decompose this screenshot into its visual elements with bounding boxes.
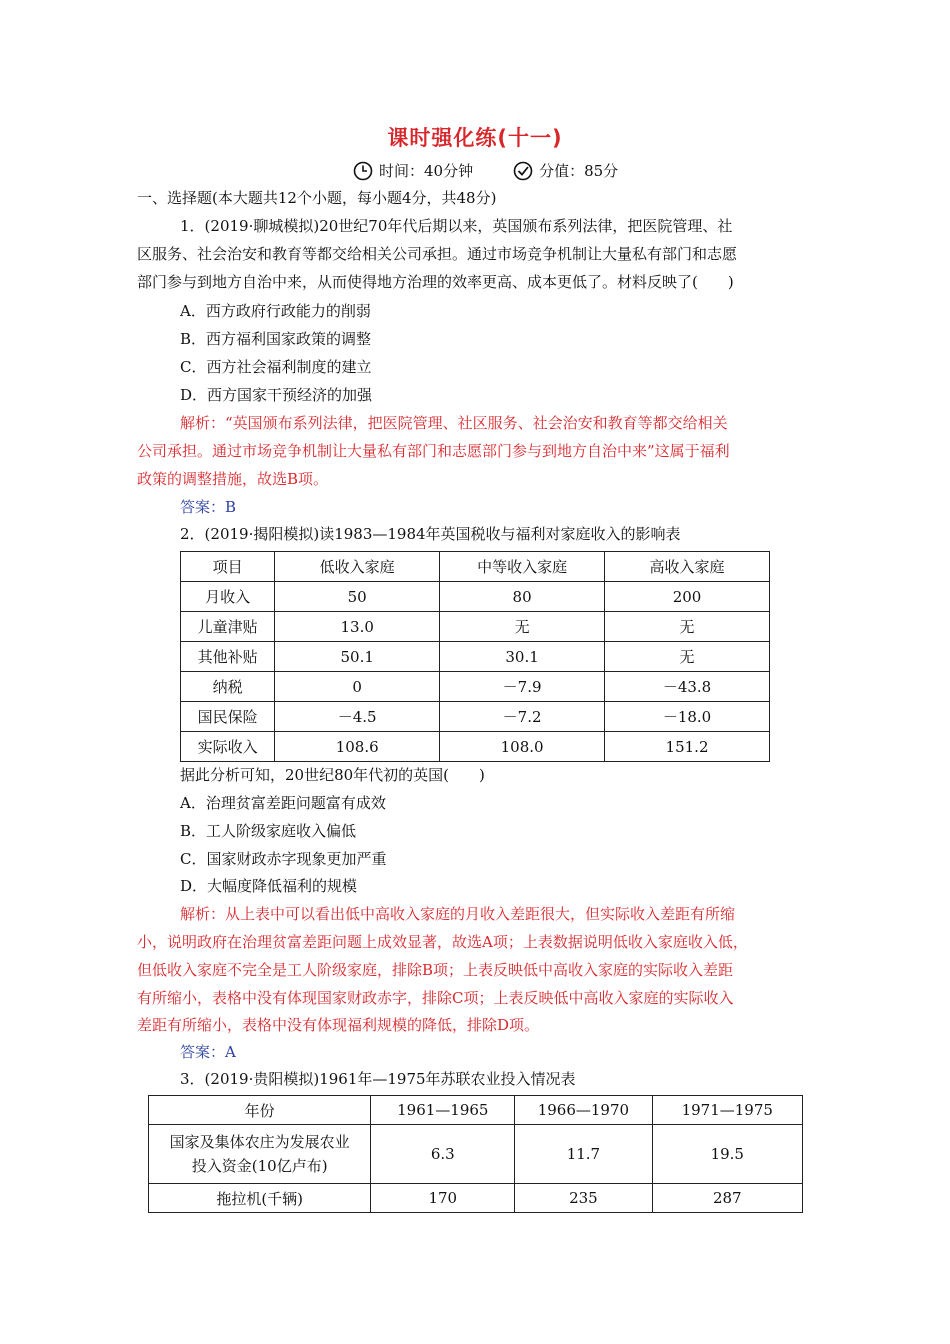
q2-analysis-line: 有所缩小，表格中没有体现国家财政赤字，排除C项；上表反映低中高收入家庭的实际收入 (137, 989, 734, 1007)
table-header-cell: 低收入家庭 (275, 552, 440, 582)
q2-answer: 答案：A (180, 1043, 236, 1061)
q3-stem: 3．(2019·贵阳模拟)1961年—1975年苏联农业投入情况表 (180, 1070, 576, 1088)
table-cell: 6.3 (371, 1125, 515, 1184)
q1-stem-line: 部门参与到地方自治中来，从而使得地方治理的效率更高、成本更低了。材料反映了( ) (137, 273, 734, 291)
table-cell: 108.6 (275, 732, 440, 762)
table-cell: 无 (605, 642, 770, 672)
q2-table (180, 551, 770, 762)
check-circle-icon (513, 161, 533, 181)
table-header-cell: 年份 (149, 1096, 371, 1125)
q2-option-b: B．工人阶级家庭收入偏低 (180, 822, 357, 840)
q2-analysis-line: 小，说明政府在治理贫富差距问题上成效显著，故选A项；上表数据说明低收入家庭收入低， (137, 933, 748, 951)
q2-option-c: C．国家财政赤字现象更加严重 (180, 850, 387, 868)
table-row (181, 612, 770, 642)
table-header-cell: 1971—1975 (652, 1096, 802, 1125)
score-label: 分值：85分 (539, 162, 619, 180)
table-header-row (181, 552, 770, 582)
table-row (149, 1125, 803, 1184)
table-cell: 实际收入 (181, 732, 275, 762)
table-cell: 30.1 (440, 642, 605, 672)
q2-question: 据此分析可知，20世纪80年代初的英国( ) (180, 766, 485, 784)
q1-analysis-line: 政策的调整措施，故选B项。 (137, 470, 329, 488)
table-cell: 13.0 (275, 612, 440, 642)
q1-analysis-line: 解析：“英国颁布系列法律，把医院管理、社区服务、社会治安和教育等都交给相关 (180, 414, 728, 432)
table-header-cell: 中等收入家庭 (440, 552, 605, 582)
page-title: 课时强化练(十一) (387, 126, 563, 150)
table-cell: 纳税 (181, 672, 275, 702)
table-header-cell: 1961—1965 (371, 1096, 515, 1125)
q1-stem-line: 1．(2019·聊城模拟)20世纪70年代后期以来，英国颁布系列法律，把医院管理、社 (180, 217, 733, 235)
table-cell: 50.1 (275, 642, 440, 672)
table-cell: 无 (440, 612, 605, 642)
q2-analysis-line: 但低收入家庭不完全是工人阶级家庭，排除B项；上表反映低中高收入家庭的实际收入差距 (137, 961, 734, 979)
table-row (181, 732, 770, 762)
q2-stem: 2．(2019·揭阳模拟)读1983—1984年英国税收与福利对家庭收入的影响表 (180, 525, 681, 543)
table-cell: －7.2 (440, 702, 605, 732)
exam-meta (353, 160, 618, 181)
table-cell: 108.0 (440, 732, 605, 762)
table-cell: 200 (605, 582, 770, 612)
q1-answer: 答案：B (180, 498, 237, 516)
table-cell: 170 (371, 1184, 515, 1213)
table-cell: －4.5 (275, 702, 440, 732)
q1-option-d: D．西方国家干预经济的加强 (180, 386, 373, 404)
table-cell: －7.9 (440, 672, 605, 702)
q1-analysis-line: 公司承担。通过市场竞争机制让大量私有部门和志愿部门参与到地方自治中来”这属于福利 (137, 442, 730, 460)
table-cell: 11.7 (515, 1125, 652, 1184)
table-header-row (149, 1096, 803, 1125)
row-label-line: 投入资金(10亿卢布) (191, 1157, 328, 1175)
table-cell (149, 1125, 371, 1184)
table-cell: －43.8 (605, 672, 770, 702)
table-row (181, 642, 770, 672)
q3-table (148, 1095, 803, 1213)
table-cell: 儿童津贴 (181, 612, 275, 642)
q1-option-b: B．西方福利国家政策的调整 (180, 330, 372, 348)
table-cell: 0 (275, 672, 440, 702)
table-row (181, 582, 770, 612)
time-label: 时间：40分钟 (379, 162, 474, 180)
q1-option-a: A．西方政府行政能力的削弱 (180, 302, 371, 320)
table-cell: 国民保险 (181, 702, 275, 732)
table-cell: 19.5 (652, 1125, 802, 1184)
q1-option-c: C．西方社会福利制度的建立 (180, 358, 372, 376)
table-row (181, 672, 770, 702)
table-cell: 50 (275, 582, 440, 612)
table-cell: 其他补贴 (181, 642, 275, 672)
table-cell: 151.2 (605, 732, 770, 762)
section-heading: 一、选择题(本大题共12个小题，每小题4分，共48分) (137, 189, 497, 207)
table-cell: －18.0 (605, 702, 770, 732)
q2-option-a: A．治理贫富差距问题富有成效 (180, 794, 386, 812)
clock-icon (353, 161, 373, 181)
q1-stem-line: 区服务、社会治安和教育等都交给相关公司承担。通过市场竞争机制让大量私有部门和志愿 (137, 245, 738, 263)
table-cell: 80 (440, 582, 605, 612)
row-label-line: 国家及集体农庄为发展农业 (169, 1133, 350, 1151)
table-row (149, 1184, 803, 1213)
table-header-cell: 项目 (181, 552, 275, 582)
table-cell: 235 (515, 1184, 652, 1213)
table-row (181, 702, 770, 732)
q2-option-d: D．大幅度降低福利的规模 (180, 877, 358, 895)
table-cell: 无 (605, 612, 770, 642)
q2-analysis-line: 解析：从上表中可以看出低中高收入家庭的月收入差距很大，但实际收入差距有所缩 (180, 905, 736, 923)
q2-analysis-line: 差距有所缩小，表格中没有体现福利规模的降低，排除D项。 (137, 1016, 540, 1034)
table-cell: 月收入 (181, 582, 275, 612)
table-cell: 拖拉机(千辆) (149, 1184, 371, 1213)
table-header-cell: 1966—1970 (515, 1096, 652, 1125)
table-header-cell: 高收入家庭 (605, 552, 770, 582)
table-cell: 287 (652, 1184, 802, 1213)
